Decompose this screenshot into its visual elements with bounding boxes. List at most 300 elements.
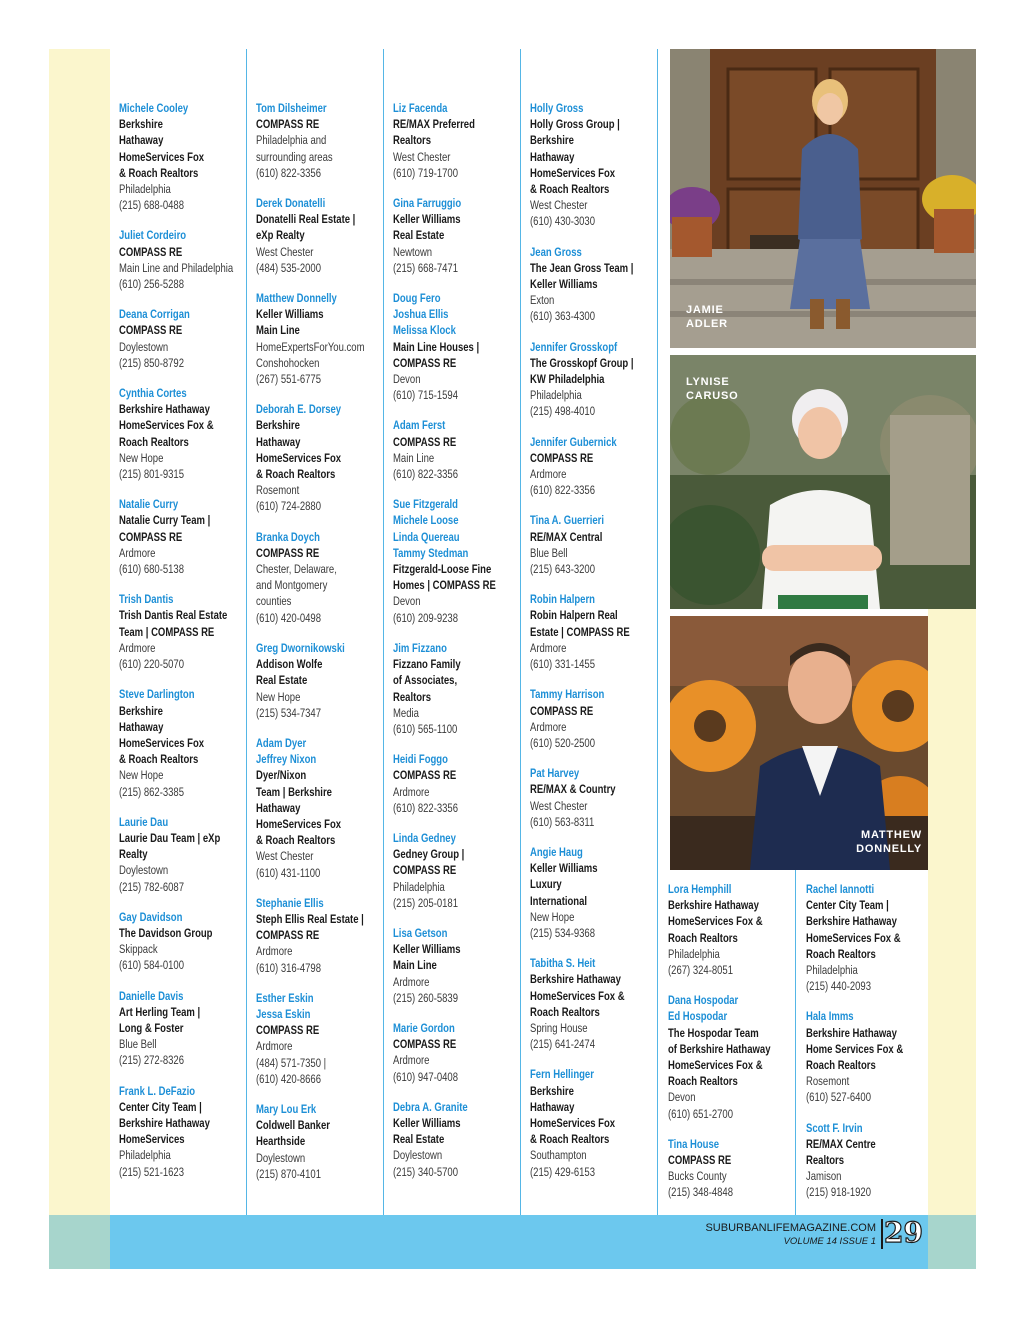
agent-company: Gedney Group |: [393, 847, 465, 862]
agent-entry: [256, 1101, 384, 1182]
agent-entry: [256, 990, 384, 1087]
agent-detail: (215) 782-6087: [119, 879, 185, 894]
agent-entry: [256, 100, 384, 181]
agent-detail: Blue Bell: [530, 545, 568, 560]
agent-company: The Grosskopf Group |: [530, 355, 634, 370]
agent-entry: [668, 992, 796, 1122]
agent-entry: [119, 385, 247, 482]
left-teal-corner: [49, 1215, 110, 1269]
agent-entry: [119, 686, 247, 799]
agent-name: Tammy Stedman: [393, 545, 469, 560]
agent-company: Berkshire Hathaway: [119, 402, 210, 417]
agent-detail: (215) 498-4010: [530, 404, 596, 419]
agent-detail: (215) 850-8792: [119, 355, 185, 370]
agent-company: RE/MAX Central: [530, 529, 603, 544]
agent-name: Gay Davidson: [119, 909, 183, 924]
agent-detail: New Hope: [530, 909, 575, 924]
agent-name: Lora Hemphill: [668, 882, 732, 896]
agent-company: COMPASS RE: [668, 1153, 732, 1168]
agent-name: Derek Donatelli: [256, 196, 326, 211]
agent-detail: Ardmore: [256, 1039, 293, 1054]
agent-company: COMPASS RE: [256, 117, 320, 132]
agent-company: HomeServices Fox: [530, 165, 616, 180]
agent-detail: Philadelphia: [119, 1148, 171, 1163]
agent-company: & Roach Realtors: [256, 833, 336, 848]
agent-company: Home Services Fox &: [806, 1041, 904, 1056]
agent-company: & Roach Realtors: [530, 1132, 610, 1147]
agent-company: Roach Realtors: [806, 1058, 876, 1073]
agent-detail: Philadelphia: [119, 182, 171, 197]
agent-name: Jeffrey Nixon: [256, 752, 317, 767]
agent-detail: (610) 822-3356: [530, 483, 596, 498]
agent-entry: [393, 751, 521, 816]
agent-entry: [393, 1020, 521, 1085]
agent-company: Realtors: [393, 689, 432, 704]
agent-entry: [393, 100, 521, 181]
agent-entry: [256, 895, 384, 976]
directory-column-2: [256, 100, 384, 1196]
agent-company: KW Philadelphia: [530, 372, 605, 387]
agent-detail: (610) 715-1594: [393, 388, 459, 403]
agent-entry: [806, 881, 934, 994]
agent-company: Roach Realtors: [530, 1004, 600, 1019]
agent-detail: (610) 430-3030: [530, 214, 596, 229]
agent-company: Estate | COMPASS RE: [530, 624, 630, 639]
agent-detail: (610) 420-0498: [256, 610, 322, 625]
agent-name: Dana Hospodar: [668, 993, 739, 1008]
agent-company: COMPASS RE: [256, 928, 320, 943]
agent-detail: Devon: [668, 1090, 696, 1105]
agent-detail: (610) 256-5288: [119, 277, 185, 292]
agent-company: Keller Williams: [256, 307, 324, 322]
agent-detail: (215) 534-9368: [530, 925, 596, 940]
agent-entry: [119, 988, 247, 1069]
agent-detail: (610) 563-8311: [530, 814, 595, 829]
agent-company: eXp Realty: [256, 228, 305, 243]
agent-detail: (215) 205-0181: [393, 895, 459, 910]
agent-entry: [530, 339, 658, 420]
agent-company: HomeServices Fox &: [806, 930, 901, 945]
agent-company: COMPASS RE: [393, 355, 457, 370]
agent-company: Keller Williams: [393, 212, 461, 227]
agent-company: Real Estate: [393, 228, 445, 243]
agent-company: Hathaway: [530, 1099, 575, 1114]
agent-company: Hathaway: [256, 800, 301, 815]
agent-entry: [393, 830, 521, 911]
agent-detail: Philadelphia and: [256, 133, 327, 148]
agent-company: Art Herling Team |: [119, 1004, 201, 1019]
agent-company: & Roach Realtors: [119, 165, 199, 180]
agent-company: HomeServices Fox: [119, 149, 205, 164]
agent-entry: [806, 1120, 934, 1201]
footer-separator: [881, 1219, 883, 1249]
agent-company: Hathaway: [256, 434, 301, 449]
agent-detail: Main Line: [393, 450, 435, 465]
agent-name: Ed Hospodar: [668, 1009, 728, 1024]
caption-jamie-adler: JAMIE ADLER: [686, 304, 728, 330]
agent-company: Realtors: [806, 1153, 845, 1168]
agent-name: Matthew Donnelly: [256, 291, 337, 306]
agent-company: Holly Gross Group |: [530, 117, 620, 132]
agent-detail: surrounding areas: [256, 149, 333, 164]
agent-detail: (610) 947-0408: [393, 1069, 459, 1084]
agent-detail: (484) 535-2000: [256, 260, 322, 275]
agent-name: Juliet Cordeiro: [119, 228, 187, 243]
agent-company: Fitzgerald-Loose Fine: [393, 562, 492, 577]
agent-company: Keller Williams: [530, 861, 598, 876]
agent-name: Gina Farruggio: [393, 196, 462, 211]
agent-detail: (610) 520-2500: [530, 735, 596, 750]
footer-volume-issue: VOLUME 14 ISSUE 1: [783, 1236, 876, 1247]
agent-name: Branka Doych: [256, 529, 320, 544]
agent-detail: (610) 565-1100: [393, 721, 458, 736]
agent-detail: (610) 316-4798: [256, 960, 322, 975]
agent-company: COMPASS RE: [256, 1023, 320, 1038]
agent-company: Hathaway: [119, 133, 164, 148]
agent-detail: (610) 822-3356: [393, 800, 459, 815]
right-yellow-panel: [928, 563, 976, 1215]
agent-entry: [530, 844, 658, 941]
agent-detail: Chester, Delaware,: [256, 562, 337, 577]
agent-company: Keller Williams: [530, 277, 598, 292]
agent-name: Pat Harvey: [530, 766, 580, 781]
agent-company: Main Line Houses |: [393, 339, 480, 354]
agent-name: Mary Lou Erk: [256, 1101, 317, 1116]
agent-entry: [530, 1066, 658, 1179]
agent-entry: [668, 881, 796, 978]
agent-name: Doug Fero: [393, 291, 441, 306]
agent-detail: (267) 324-8051: [668, 963, 734, 978]
agent-name: Jennifer Gubernick: [530, 434, 617, 449]
agent-detail: and Montgomery: [256, 578, 328, 593]
agent-entry: [530, 591, 658, 672]
agent-detail: (215) 534-7347: [256, 705, 322, 720]
agent-detail: Conshohocken: [256, 355, 320, 370]
agent-company: HomeServices Fox &: [530, 988, 625, 1003]
agent-company: The Hospodar Team: [668, 1025, 759, 1040]
agent-detail: Jamison: [806, 1169, 842, 1184]
agent-detail: West Chester: [256, 849, 314, 864]
agent-company: COMPASS RE: [393, 768, 457, 783]
agent-company: & Roach Realtors: [530, 182, 610, 197]
agent-entry: [119, 496, 247, 577]
agent-name: Linda Quereau: [393, 529, 460, 544]
agent-company: Real Estate: [256, 673, 308, 688]
agent-name: Tina House: [668, 1136, 720, 1151]
agent-company: Roach Realtors: [806, 946, 876, 961]
agent-detail: Philadelphia: [530, 388, 582, 403]
agent-detail: Ardmore: [119, 545, 156, 560]
agent-entry: [119, 591, 247, 672]
agent-entry: [530, 434, 658, 499]
agent-name: Angie Haug: [530, 844, 583, 859]
agent-company: HomeServices Fox &: [119, 418, 214, 433]
agent-company: Hearthside: [256, 1134, 306, 1149]
agent-detail: Ardmore: [393, 784, 430, 799]
right-teal-corner: [928, 1215, 976, 1269]
agent-name: Laurie Dau: [119, 814, 169, 829]
agent-entry: [530, 100, 658, 230]
agent-company: COMPASS RE: [393, 1037, 457, 1052]
agent-entry: [256, 290, 384, 387]
agent-detail: (484) 571-7350 |: [256, 1055, 327, 1070]
agent-company: Berkshire Hathaway: [668, 898, 759, 913]
agent-name: Frank L. DeFazio: [119, 1083, 196, 1098]
agent-name: Tammy Harrison: [530, 687, 605, 702]
agent-company: HomeServices Fox &: [668, 914, 763, 929]
agent-entry: [530, 765, 658, 830]
agent-name: Melissa Klock: [393, 323, 456, 338]
agent-detail: HomeExpertsForYou.com: [256, 339, 365, 354]
agent-detail: Exton: [530, 293, 555, 308]
agent-entry: [256, 640, 384, 721]
agent-company: Trish Dantis Real Estate: [119, 608, 228, 623]
agent-company: Roach Realtors: [668, 1074, 738, 1089]
agent-company: Keller Williams: [393, 942, 461, 957]
agent-detail: (215) 340-5700: [393, 1164, 459, 1179]
agent-name: Greg Dwornikowski: [256, 640, 345, 655]
agent-company: Coldwell Banker: [256, 1118, 330, 1133]
agent-entry: [530, 955, 658, 1052]
agent-detail: Main Line and Philadelphia: [119, 260, 234, 275]
agent-detail: Ardmore: [530, 719, 567, 734]
agent-company: Fizzano Family: [393, 657, 461, 672]
agent-company: HomeServices Fox &: [668, 1058, 763, 1073]
directory-column-3: [393, 100, 521, 1194]
agent-company: Berkshire Hathaway: [530, 972, 621, 987]
agent-detail: Ardmore: [119, 640, 156, 655]
agent-name: Scott F. Irvin: [806, 1120, 863, 1135]
agent-detail: (610) 363-4300: [530, 309, 596, 324]
agent-company: Realty: [119, 847, 148, 862]
agent-company: COMPASS RE: [119, 323, 183, 338]
agent-company: Robin Halpern Real: [530, 608, 618, 623]
agent-detail: (215) 272-8326: [119, 1053, 185, 1068]
agent-detail: Ardmore: [393, 1053, 430, 1068]
agent-detail: Doylestown: [256, 1150, 306, 1165]
agent-company: HomeServices Fox: [256, 816, 342, 831]
agent-detail: Philadelphia: [668, 946, 720, 961]
agent-entry: [668, 1136, 796, 1201]
agent-detail: (610) 220-5070: [119, 657, 185, 672]
agent-entry: [119, 306, 247, 371]
agent-entry: [256, 195, 384, 276]
agent-entry: [119, 909, 247, 974]
agent-name: Jim Fizzano: [393, 640, 447, 655]
agent-detail: Skippack: [119, 942, 158, 957]
agent-detail: (610) 822-3356: [256, 165, 322, 180]
agent-detail: (610) 651-2700: [668, 1106, 734, 1121]
agent-name: Jessa Eskin: [256, 1006, 311, 1021]
agent-name: Holly Gross: [530, 101, 584, 115]
agent-company: Dyer/Nixon: [256, 768, 307, 783]
agent-company: Main Line: [256, 323, 300, 338]
agent-company: RE/MAX & Country: [530, 782, 616, 797]
agent-company: Natalie Curry Team |: [119, 513, 211, 528]
agent-name: Steve Darlington: [119, 687, 195, 702]
agent-company: HomeServices: [119, 1132, 185, 1147]
agent-detail: Rosemont: [806, 1074, 850, 1089]
agent-detail: (215) 260-5839: [393, 990, 459, 1005]
directory-column-6: [806, 881, 934, 1215]
agent-company: Berkshire Hathaway: [806, 1025, 897, 1040]
agent-entry: [393, 496, 521, 626]
agent-detail: West Chester: [256, 244, 314, 259]
agent-name: Jennifer Grosskopf: [530, 339, 618, 354]
agent-detail: (215) 801-9315: [119, 467, 185, 482]
agent-detail: (610) 209-9238: [393, 610, 459, 625]
directory-column-4: [530, 100, 658, 1194]
agent-name: Rachel Iannotti: [806, 882, 875, 896]
agent-company: Addison Wolfe: [256, 657, 323, 672]
agent-name: Danielle Davis: [119, 988, 184, 1003]
caption-lynise-caruso: LYNISE CARUSO: [686, 376, 739, 402]
agent-company: COMPASS RE: [530, 703, 594, 718]
agent-name: Adam Dyer: [256, 735, 307, 750]
agent-detail: Southampton: [530, 1148, 587, 1163]
agent-name: Esther Eskin: [256, 990, 314, 1005]
agent-name: Natalie Curry: [119, 497, 179, 512]
agent-company: Berkshire Hathaway: [806, 914, 897, 929]
agent-detail: (215) 862-3385: [119, 784, 185, 799]
agent-company: HomeServices Fox: [256, 450, 342, 465]
agent-detail: Doylestown: [119, 863, 169, 878]
agent-entry: [393, 195, 521, 276]
agent-name: Tina A. Guerrieri: [530, 513, 604, 528]
agent-detail: Blue Bell: [119, 1037, 157, 1052]
agent-detail: Spring House: [530, 1020, 588, 1035]
agent-detail: (610) 527-6400: [806, 1090, 872, 1105]
agent-company: Berkshire: [530, 1083, 574, 1098]
agent-company: COMPASS RE: [393, 863, 457, 878]
agent-detail: (215) 668-7471: [393, 260, 459, 275]
agent-detail: (215) 429-6153: [530, 1164, 596, 1179]
agent-detail: (610) 719-1700: [393, 165, 459, 180]
agent-company: HomeServices Fox: [119, 735, 205, 750]
page-number: 29: [884, 1216, 923, 1249]
left-yellow-panel: [49, 49, 110, 1215]
agent-entry: [393, 290, 521, 403]
caption-matthew-donnelly: MATTHEW DONNELLY: [856, 829, 922, 855]
footer-site-url: SUBURBANLIFEMAGAZINE.COM: [705, 1222, 876, 1234]
agent-name: Liz Facenda: [393, 101, 448, 115]
agent-company: Laurie Dau Team | eXp: [119, 830, 221, 845]
agent-detail: (215) 688-0488: [119, 198, 185, 213]
agent-company: Real Estate: [393, 1132, 445, 1147]
agent-company: Keller Williams: [393, 1115, 461, 1130]
agent-entry: [393, 1099, 521, 1180]
agent-detail: (610) 680-5138: [119, 562, 185, 577]
agent-detail: (215) 440-2093: [806, 979, 872, 994]
agent-company: RE/MAX Preferred: [393, 117, 475, 132]
agent-detail: Rosemont: [256, 483, 300, 498]
agent-company: Roach Realtors: [668, 930, 738, 945]
agent-company: Berkshire: [119, 117, 163, 132]
agent-detail: Ardmore: [393, 974, 430, 989]
agent-detail: New Hope: [119, 450, 164, 465]
photo-matthew-donnelly: [670, 616, 928, 870]
agent-detail: Philadelphia: [806, 963, 858, 978]
agent-detail: (610) 331-1455: [530, 657, 596, 672]
agent-detail: West Chester: [530, 798, 588, 813]
agent-name: Hala Imms: [806, 1009, 854, 1024]
agent-name: Cynthia Cortes: [119, 386, 187, 401]
agent-company: COMPASS RE: [256, 545, 320, 560]
agent-company: Center City Team |: [806, 898, 889, 913]
agent-entry: [256, 401, 384, 514]
agent-detail: (215) 870-4101: [256, 1166, 322, 1181]
agent-company: of Associates,: [393, 673, 458, 688]
agent-detail: West Chester: [393, 149, 451, 164]
agent-detail: (215) 918-1920: [806, 1185, 872, 1200]
agent-company: International: [530, 893, 588, 908]
agent-entry: [119, 1083, 247, 1180]
agent-entry: [806, 1008, 934, 1105]
agent-company: COMPASS RE: [119, 244, 183, 259]
agent-detail: (610) 431-1100: [256, 865, 321, 880]
agent-company: COMPASS RE: [530, 450, 594, 465]
agent-detail: (215) 643-3200: [530, 562, 596, 577]
agent-name: Joshua Ellis: [393, 307, 449, 322]
agent-detail: Ardmore: [256, 944, 293, 959]
agent-entry: [119, 227, 247, 292]
agent-company: COMPASS RE: [393, 434, 457, 449]
agent-detail: (215) 641-2474: [530, 1037, 596, 1052]
agent-name: Michele Cooley: [119, 101, 189, 115]
agent-company: Donatelli Real Estate |: [256, 212, 356, 227]
agent-company: Homes | COMPASS RE: [393, 578, 496, 593]
agent-company: Berkshire: [530, 133, 574, 148]
agent-name: Deborah E. Dorsey: [256, 402, 342, 417]
agent-entry: [256, 735, 384, 881]
directory-column-1: [119, 100, 247, 1194]
agent-company: The Jean Gross Team |: [530, 260, 634, 275]
agent-detail: Doylestown: [393, 1148, 443, 1163]
agent-name: Michele Loose: [393, 513, 459, 528]
agent-company: Berkshire Hathaway: [119, 1115, 210, 1130]
agent-name: Debra A. Granite: [393, 1099, 468, 1114]
agent-detail: (610) 822-3356: [393, 467, 459, 482]
agent-detail: (215) 521-1623: [119, 1164, 185, 1179]
agent-detail: (610) 724-2880: [256, 499, 322, 514]
agent-detail: Bucks County: [668, 1169, 727, 1184]
agent-name: Robin Halpern: [530, 592, 595, 607]
agent-detail: Ardmore: [530, 640, 567, 655]
agent-company: Long & Foster: [119, 1020, 184, 1035]
agent-company: Hathaway: [119, 719, 164, 734]
agent-detail: counties: [256, 594, 292, 609]
agent-company: RE/MAX Centre: [806, 1136, 876, 1151]
directory-column-5: [668, 881, 796, 1215]
agent-entry: [256, 529, 384, 626]
agent-company: Steph Ellis Real Estate |: [256, 911, 364, 926]
agent-company: Luxury: [530, 877, 562, 892]
agent-company: & Roach Realtors: [256, 467, 336, 482]
agent-company: Team | Berkshire: [256, 784, 332, 799]
agent-entry: [393, 417, 521, 482]
agent-company: Berkshire: [256, 418, 300, 433]
agent-name: Marie Gordon: [393, 1020, 455, 1035]
agent-detail: New Hope: [119, 768, 164, 783]
agent-company: Realtors: [393, 133, 432, 148]
agent-name: Deana Corrigan: [119, 307, 190, 322]
agent-detail: Devon: [393, 372, 421, 387]
agent-company: Berkshire: [119, 703, 163, 718]
agent-name: Fern Hellinger: [530, 1067, 594, 1082]
photo-lynise-caruso: [670, 355, 976, 609]
agent-name: Jean Gross: [530, 244, 582, 259]
agent-company: COMPASS RE: [119, 529, 183, 544]
